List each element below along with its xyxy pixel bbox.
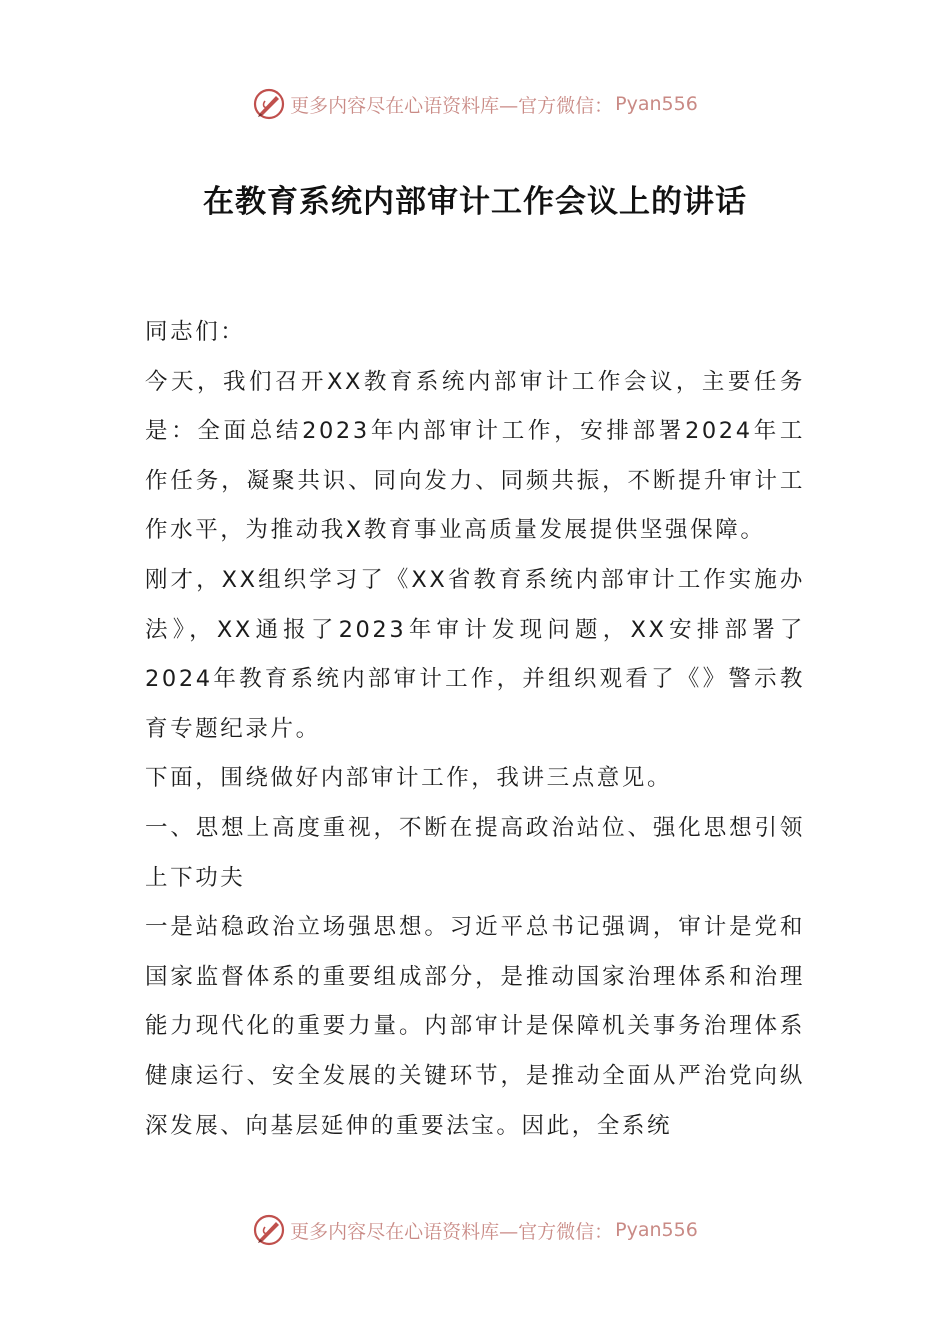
pen-nib-logo-icon [252, 1213, 286, 1247]
watermark-wechat-id: Pyan556 [615, 93, 698, 115]
body-paragraph: 刚才，XX组织学习了《XX省教育系统内部审计工作实施办法》，XX通报了2023年审计发现问题，XX安排部署了2024年教育系统内部审计工作，并组织观看了《》警示教育专题纪录片。 [145, 566, 805, 742]
document-title: 在教育系统内部审计工作会议上的讲话 [203, 184, 747, 220]
watermark-brand-text: 更多内容尽在心语资料库—官方微信： [290, 94, 614, 117]
footer-watermark-banner [0, 1210, 950, 1250]
body-paragraph: 今天，我们召开XX教育系统内部审计工作会议，主要任务是：全面总结2023年内部审计工作，安排部署2024年工作任务，凝聚共识、同向发力、同频共振，不断提升审计工作水平，为推动我X教育事业高质量发展提供坚强保障。 [145, 368, 805, 544]
body-paragraph: 下面，围绕做好内部审计工作，我讲三点意见。 [145, 765, 673, 792]
body-paragraph: 一是站稳政治立场强思想。习近平总书记强调，审计是党和国家监督体系的重要组成部分，是推动国家治理体系和治理能力现代化的重要力量。内部审计是保障机关事务治理体系健康运行、安全发展的关键环节，是推动全面从严治党向纵深发展、向基层延伸的重要法宝。因此，全系统 [145, 914, 805, 1139]
salutation-paragraph: 同志们： [145, 319, 246, 345]
watermark-wechat-id: Pyan556 [615, 1219, 698, 1241]
document-body [145, 308, 805, 1151]
section-heading: 一、思想上高度重视，不断在提高政治站位、强化思想引领上下功夫 [145, 814, 805, 891]
header-watermark-banner [0, 84, 950, 124]
pen-nib-logo-icon [252, 87, 286, 121]
watermark-brand-text: 更多内容尽在心语资料库—官方微信： [290, 1220, 614, 1243]
